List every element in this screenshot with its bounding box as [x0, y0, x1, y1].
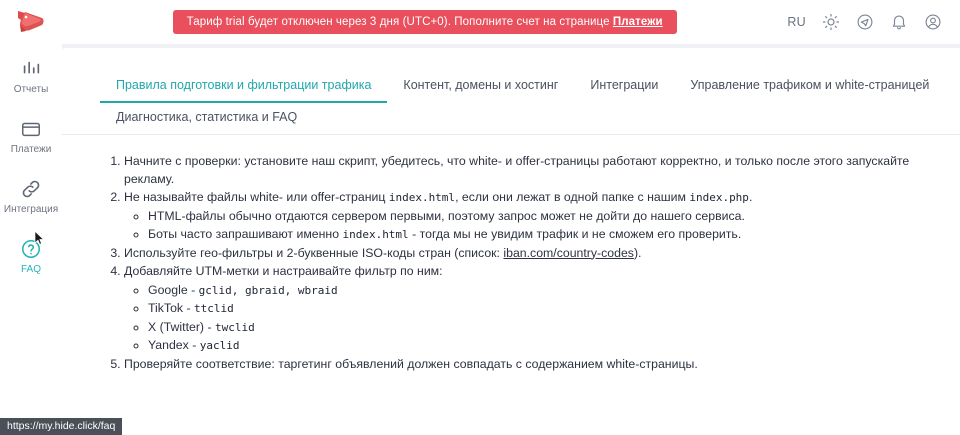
- faq-item-3-text-a: Используйте гео-фильтры и 2-буквенные ISO-коды стран (список:: [124, 245, 504, 260]
- list-item: [124, 245, 930, 263]
- sidebar-item-integration[interactable]: [0, 178, 62, 216]
- telegram-icon[interactable]: [856, 13, 874, 31]
- faq-item-4-text: Добавляйте UTM-метки и настраивайте фильтр по ним:: [124, 264, 443, 278]
- status-bar-url: https://my.hide.click/faq: [0, 418, 122, 435]
- list-item: [148, 300, 930, 318]
- sidebar: [0, 44, 62, 435]
- faq-item-2-text-a: Не называйте файлы white- или offer-страниц: [124, 190, 389, 204]
- bar-chart-icon: [20, 58, 42, 80]
- tab-content-domains-hosting[interactable]: Контент, домены и хостинг: [403, 78, 559, 92]
- sidebar-item-label: Отчеты: [13, 84, 49, 95]
- trial-alert: [173, 10, 677, 34]
- separator: -: [204, 319, 215, 334]
- sidebar-item-label: Интеграция: [3, 204, 59, 215]
- language-selector[interactable]: RU: [787, 15, 806, 29]
- faq-item-2-sublist: [124, 208, 930, 244]
- separator: -: [188, 338, 200, 352]
- separator: -: [183, 301, 195, 315]
- logo-button[interactable]: [0, 0, 62, 44]
- list-item: [148, 226, 930, 244]
- tab-traffic-management[interactable]: Управление трафиком и white-страницей: [690, 78, 930, 92]
- top-bar: [0, 0, 960, 44]
- list-item: [124, 356, 930, 374]
- faq-body: [62, 135, 960, 373]
- list-item: [124, 189, 930, 244]
- faq-item-2-text-b: , если они лежат в одной папке с нашим: [455, 190, 690, 204]
- fox-logo-icon: [16, 9, 46, 35]
- sidebar-item-reports[interactable]: [0, 58, 62, 96]
- sidebar-item-label: FAQ: [20, 264, 41, 275]
- faq-list: [102, 153, 930, 373]
- content-area: [62, 44, 960, 435]
- list-item: [124, 263, 930, 355]
- tab-bar-row-2: [100, 102, 960, 134]
- trial-alert-text: Тариф trial будет отключен через 3 дня (UTC+0). Пополните счет на странице: [186, 16, 613, 28]
- sun-icon[interactable]: [822, 13, 840, 31]
- utm-codes-tiktok: ttclid: [194, 302, 234, 315]
- list-item: [124, 153, 930, 188]
- question-circle-icon: [20, 238, 42, 260]
- top-bar-actions: [787, 13, 960, 31]
- faq-item-2-sub-1: HTML-файлы обычно отдаются сервером первыми, поэтому запрос может не дойти до нашего сервиса.: [148, 208, 745, 223]
- list-item: [148, 337, 930, 355]
- utm-source-tiktok: TikTok: [148, 301, 184, 315]
- utm-codes-google: gclid, gbraid, wbraid: [198, 283, 338, 297]
- credit-card-icon: [20, 118, 42, 140]
- sidebar-item-faq[interactable]: [0, 238, 62, 276]
- tab-integrations[interactable]: Интеграции: [590, 78, 659, 92]
- bell-icon[interactable]: [890, 13, 908, 31]
- tab-rules[interactable]: Правила подготовки и фильтрации трафика: [100, 70, 387, 103]
- code-index-html: index.html: [388, 191, 456, 204]
- separator: -: [187, 282, 199, 297]
- code-index-php: index.php: [689, 191, 749, 204]
- sidebar-item-label: Платежи: [10, 144, 52, 155]
- link-icon: [20, 178, 42, 200]
- tab-bar: [62, 48, 960, 135]
- faq-item-2-text-c: .: [748, 190, 753, 204]
- faq-item-3-text-b: ).: [633, 245, 642, 260]
- user-icon[interactable]: [924, 13, 942, 31]
- list-item: [148, 208, 930, 226]
- utm-source-x: X (Twitter): [148, 319, 205, 334]
- code-index-html-2: index.html: [342, 228, 409, 241]
- payments-link[interactable]: Платежи: [612, 16, 663, 28]
- utm-source-google: Google: [148, 282, 188, 297]
- sidebar-item-payments[interactable]: [0, 118, 62, 156]
- faq-item-2-sub-2-a: Боты часто запрашивают именно: [148, 227, 343, 241]
- tab-diagnostics-stats-faq[interactable]: Диагностика, статистика и FAQ: [116, 110, 298, 124]
- faq-item-2-sub-2-b: - тогда мы не увидим трафик и не сможем его проверить.: [408, 227, 742, 241]
- faq-item-4-sublist: [124, 282, 930, 355]
- utm-source-yandex: Yandex: [148, 338, 189, 352]
- faq-item-1-text: Начните с проверки: установите наш скрипт, убедитесь, что white- и offer-страницы работают корректно, и только после этого запускайте рекламу.: [124, 154, 910, 186]
- faq-card: [62, 48, 960, 435]
- list-item: [148, 282, 930, 300]
- utm-codes-yandex: yaclid: [199, 339, 240, 352]
- country-codes-link[interactable]: iban.com/country-codes: [503, 245, 634, 260]
- trial-alert-container: [62, 10, 787, 34]
- list-item: [148, 319, 930, 337]
- utm-codes-x: twclid: [214, 320, 255, 334]
- faq-item-5-text: Проверяйте соответствие: таргетинг объявлений должен совпадать с содержанием white-страницы.: [124, 356, 698, 371]
